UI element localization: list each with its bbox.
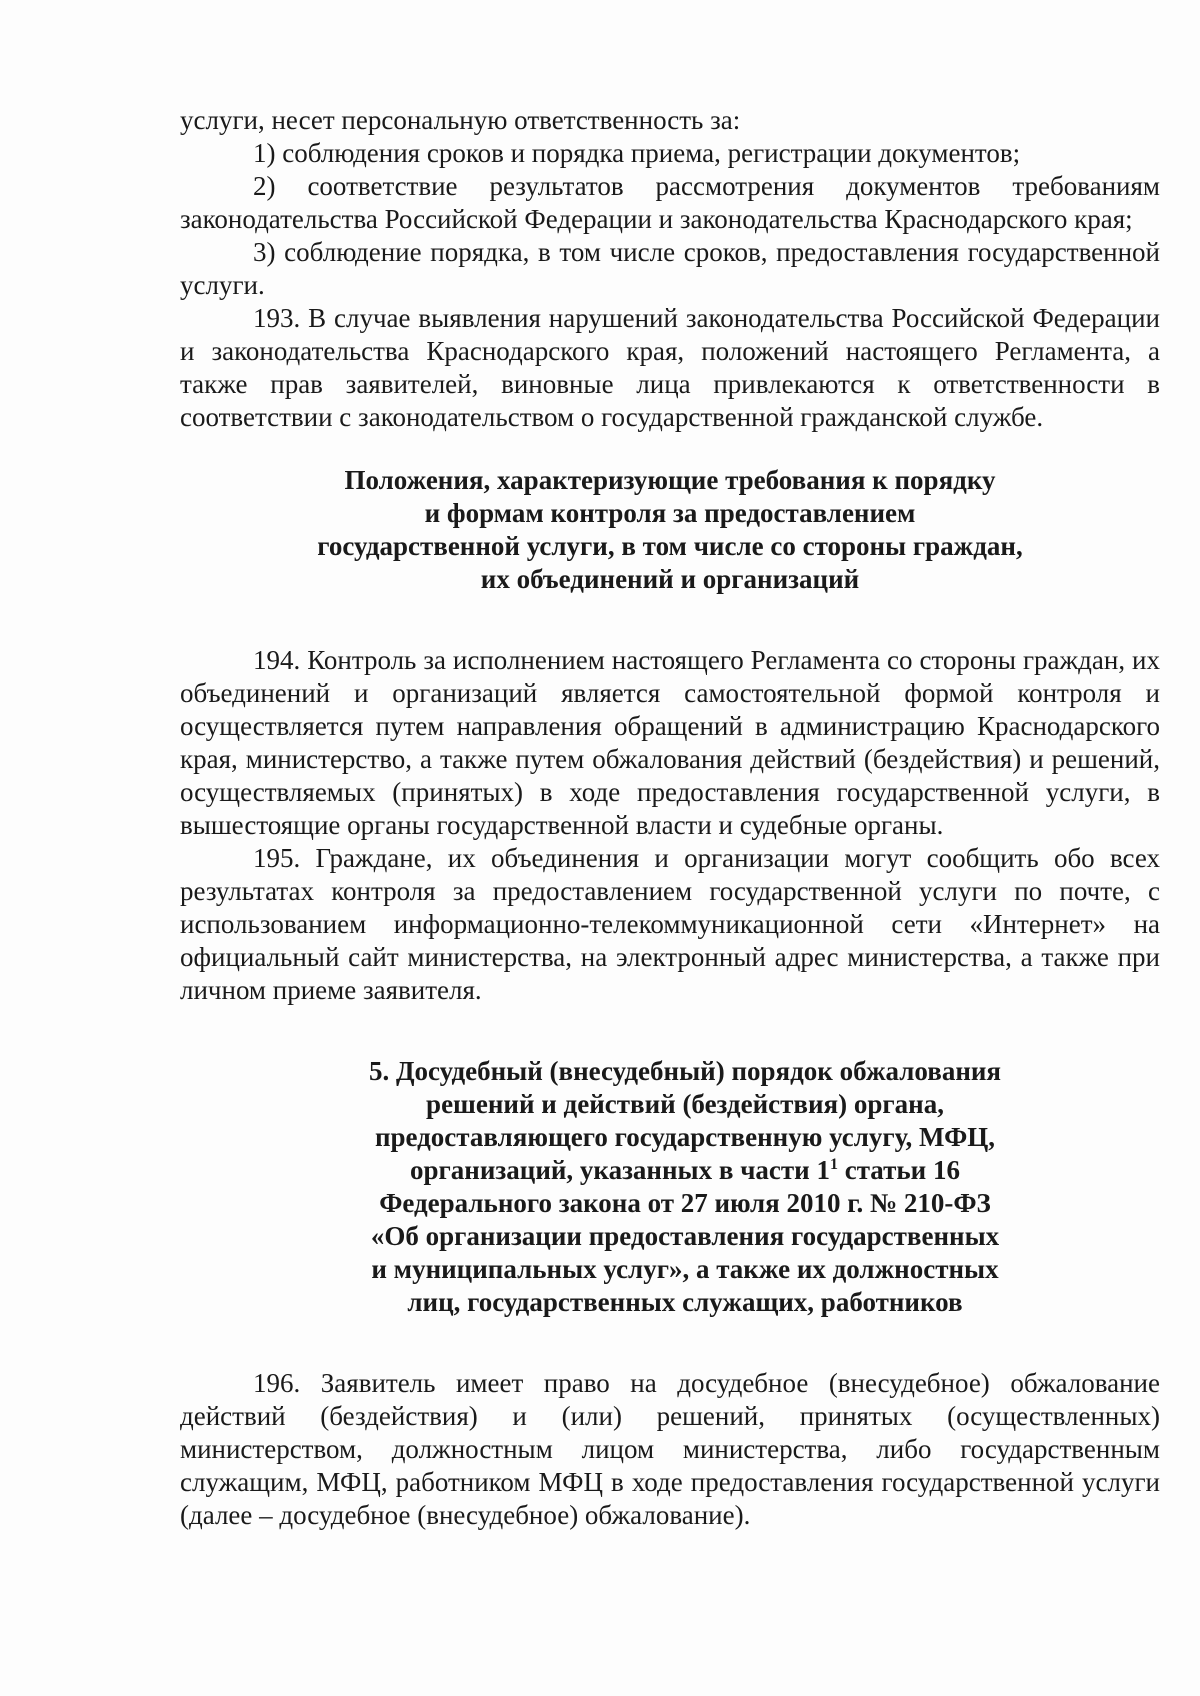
heading-control-line-4: их объединений и организаций <box>480 564 860 594</box>
heading-section5-line-4-end: статьи 16 <box>837 1155 960 1185</box>
heading-section5-line-6: «Об организации предоставления государственных <box>370 1221 1000 1251</box>
heading-section5-line-2: решений и действий (бездействия) органа, <box>426 1089 944 1119</box>
heading-control-line-1: Положения, характеризующие требования к порядку <box>344 465 996 495</box>
paragraph-195: 195. Граждане, их объединения и организации могут сообщить обо всех результатах контроля за предоставлением государственной услуги по почте, с использованием информационно-телекоммуникационной сети «Интернет» на официальный сайт министерства, на электронный адрес министерства, а также при личном приеме заявителя. <box>180 843 1160 1005</box>
heading-section-5 <box>180 1055 1160 1319</box>
list-item-2: 2) соответствие результатов рассмотрения документов требованиям законодательства Российской Федерации и законодательства Краснодарского края; <box>180 171 1160 234</box>
heading-section5-line-4 <box>320 1154 1050 1187</box>
document-body <box>180 104 1160 1532</box>
heading-section5-line-8: лиц, государственных служащих, работников <box>407 1287 963 1317</box>
list-item-3: 3) соблюдение порядка, в том числе сроков, предоставления государственной услуги. <box>180 237 1160 300</box>
paragraph-intro: услуги, несет персональную ответственность за: <box>180 105 741 135</box>
heading-control-line-3: государственной услуги, в том числе со стороны граждан, <box>317 531 1023 561</box>
superscript-1: 1 <box>829 1156 838 1173</box>
heading-section5-line-1: 5. Досудебный (внесудебный) порядок обжалования <box>368 1056 1002 1086</box>
heading-section5-line-4-start: организаций, указанных в части 1 <box>410 1155 830 1185</box>
heading-section5-line-5: Федерального закона от 27 июля 2010 г. № 210-ФЗ <box>379 1188 991 1218</box>
heading-section5-line-3: предоставляющего государственную услугу, МФЦ, <box>374 1122 996 1152</box>
paragraph-194: 194. Контроль за исполнением настоящего Регламента со стороны граждан, их объединений и организаций является самостоятельной формой контроля и осуществляется путем направления обращений в администрацию Краснодарского края, министерство, а также путем обжалования действий (бездействия) и решений, осуществляемых (принятых) в ходе предоставления государственной услуги, в вышестоящие органы государственной власти и судебные органы. <box>180 645 1160 840</box>
heading-control-line-2: и формам контроля за предоставлением <box>424 498 916 528</box>
heading-section5-line-7: и муниципальных услуг», а также их должностных <box>371 1254 999 1284</box>
heading-control-requirements <box>180 464 1160 596</box>
list-item-1: 1) соблюдения сроков и порядка приема, регистрации документов; <box>253 138 1021 168</box>
paragraph-193: 193. В случае выявления нарушений законодательства Российской Федерации и законодательства Краснодарского края, положений настоящего Регламента, а также прав заявителей, виновные лица привлекаются к ответственности в соответствии с законодательством о государственной гражданской службе. <box>180 303 1160 432</box>
paragraph-196: 196. Заявитель имеет право на досудебное (внесудебное) обжалование действий (бездействия) и (или) решений, принятых (осуществленных) министерством, должностным лицом министерства, либо государственным служащим, МФЦ, работником МФЦ в ходе предоставления государственной услуги (далее – досудебное (внесудебное) обжалование). <box>180 1368 1160 1530</box>
